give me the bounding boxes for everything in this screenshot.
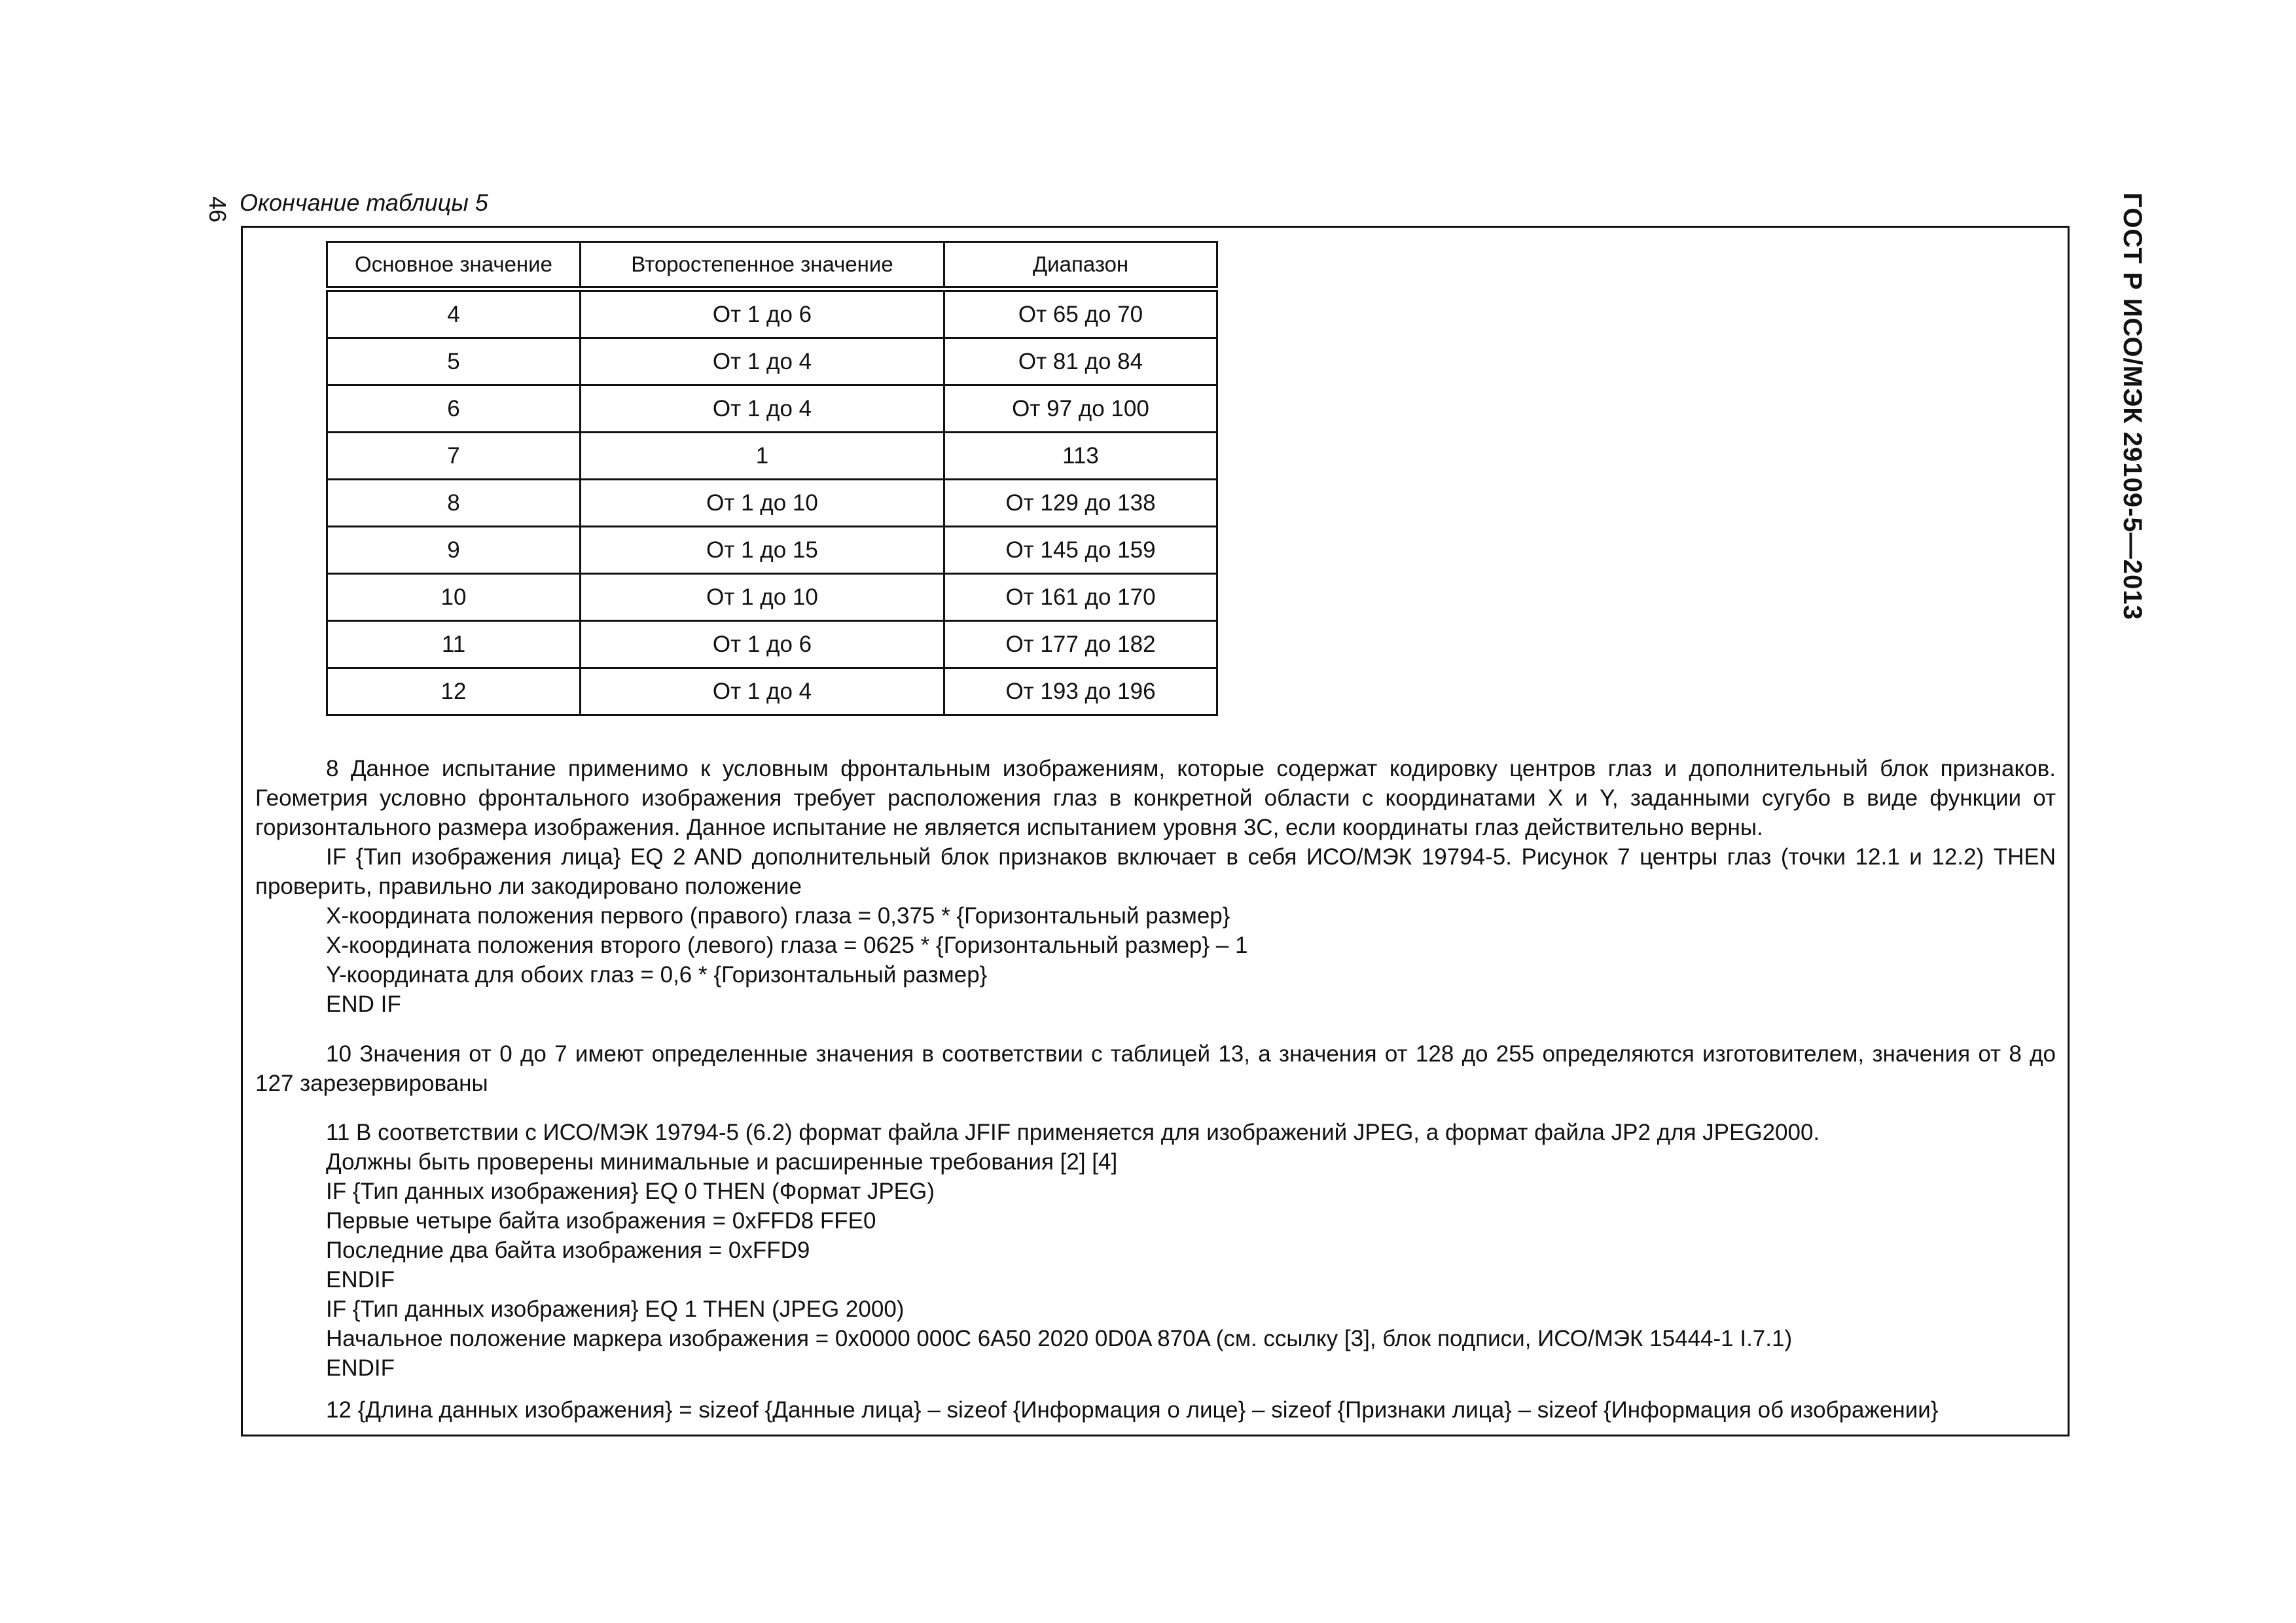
table-cell: От 1 до 10 [581, 574, 944, 621]
table-cell: От 1 до 15 [581, 527, 944, 574]
table-cell: От 1 до 6 [581, 289, 944, 338]
table-cell: От 177 до 182 [944, 621, 1217, 668]
table-cell: 10 [327, 574, 581, 621]
data-table [326, 241, 1218, 716]
table-row [327, 574, 1217, 621]
table-cell: 8 [327, 480, 581, 527]
table-row [327, 289, 1217, 338]
table-cell: 6 [327, 385, 581, 433]
note-11-line: IF {Тип данных изображения} EQ 0 THEN (Формат JPEG) [326, 1179, 935, 1204]
note-11-line: Первые четыре байта изображения = 0xFFD8 FFE0 [326, 1208, 876, 1234]
note-12 [255, 1395, 2056, 1425]
table-cell: От 1 до 4 [581, 668, 944, 715]
table-row [327, 385, 1217, 433]
table-cell: 12 [327, 668, 581, 715]
table-cell: От 193 до 196 [944, 668, 1217, 715]
note-11-line: Начальное положение маркера изображения = 0x0000 000C 6A50 2020 0D0A 870A (см. ссылку [3], блок подписи, ИСО/МЭК 15444-1 I.7.1) [326, 1326, 1793, 1351]
note-8-if-paragraph: IF {Тип изображения лица} EQ 2 AND дополнительный блок признаков включает в себя ИСО/МЭК 19794-5. Рисунок 7 центры глаз (точки 12.1 и 12.2) THEN проверить, правильно ли закодировано положение [255, 844, 2056, 899]
table-cell: От 1 до 6 [581, 621, 944, 668]
note-8-line: X-координата положения первого (правого) глаза = 0,375 * {Горизонтальный размер} [326, 903, 1230, 929]
note-10-paragraph: 10 Значения от 0 до 7 имеют определенные значения в соответствии с таблицей 13, а значения от 128 до 255 определяются изготовителем, значения от 8 до 127 зарезервированы [255, 1041, 2056, 1096]
table-caption: Окончание таблицы 5 [240, 189, 488, 216]
note-11-line: Последние два байта изображения = 0xFFD9 [326, 1238, 810, 1263]
table-row [327, 433, 1217, 480]
note-11 [255, 1118, 2056, 1383]
note-8-line: END IF [326, 991, 401, 1017]
table-cell: 113 [944, 433, 1217, 480]
column-header: Второстепенное значение [581, 242, 944, 289]
table-cell: 7 [327, 433, 581, 480]
table-cell: От 1 до 4 [581, 385, 944, 433]
page-number: 46 [204, 196, 231, 223]
table-cell: От 65 до 70 [944, 289, 1217, 338]
table-cell: 4 [327, 289, 581, 338]
column-header: Диапазон [944, 242, 1217, 289]
column-header: Основное значение [327, 242, 581, 289]
table-row [327, 621, 1217, 668]
note-11-line: IF {Тип данных изображения} EQ 1 THEN (JPEG 2000) [326, 1296, 905, 1322]
table-cell: От 97 до 100 [944, 385, 1217, 433]
note-8-line: Y-координата для обоих глаз = 0,6 * {Горизонтальный размер} [326, 962, 988, 988]
document-title: ГОСТ Р ИСО/МЭК 29109-5—2013 [2118, 192, 2147, 620]
table-row [327, 668, 1217, 715]
note-8-line: X-координата положения второго (левого) глаза = 0625 * {Горизонтальный размер} – 1 [326, 933, 1248, 958]
table-cell: 1 [581, 433, 944, 480]
table-cell: От 145 до 159 [944, 527, 1217, 574]
note-10 [255, 1039, 2056, 1098]
table-cell: 11 [327, 621, 581, 668]
table-row [327, 527, 1217, 574]
table-cell: 5 [327, 338, 581, 385]
table-cell: От 1 до 4 [581, 338, 944, 385]
note-11-line: ENDIF [326, 1267, 395, 1293]
table-cell: От 129 до 138 [944, 480, 1217, 527]
table-cell: 9 [327, 527, 581, 574]
note-11-line: 11 В соответствии с ИСО/МЭК 19794-5 (6.2) формат файла JFIF применяется для изображений JPEG, а формат файла JP2 для JPEG2000. [326, 1120, 1820, 1145]
note-8-paragraph: 8 Данное испытание применимо к условным фронтальным изображениям, которые содержат кодировку центров глаз и дополнительный блок признаков. Геометрия условно фронтального изображения требует расположения глаз в конкретной области с координатами X и Y, заданными сугубо в виде функции от горизонтального размера изображения. Данное испытание не является испытанием уровня 3С, если координаты глаз действительно верны. [255, 756, 2056, 840]
table-header-row [327, 242, 1217, 289]
note-11-line: Должны быть проверены минимальные и расширенные требования [2] [4] [326, 1149, 1118, 1175]
note-12-line: 12 {Длина данных изображения} = sizeof {Данные лица} – sizeof {Информация о лице} – sizeof {Признаки лица} – sizeof {Информация об изображении} [326, 1397, 1939, 1423]
table-row [327, 338, 1217, 385]
note-8 [255, 754, 2056, 1019]
table-cell: От 1 до 10 [581, 480, 944, 527]
table-cell: От 81 до 84 [944, 338, 1217, 385]
note-11-line: ENDIF [326, 1355, 395, 1381]
table-row [327, 480, 1217, 527]
table-cell: От 161 до 170 [944, 574, 1217, 621]
